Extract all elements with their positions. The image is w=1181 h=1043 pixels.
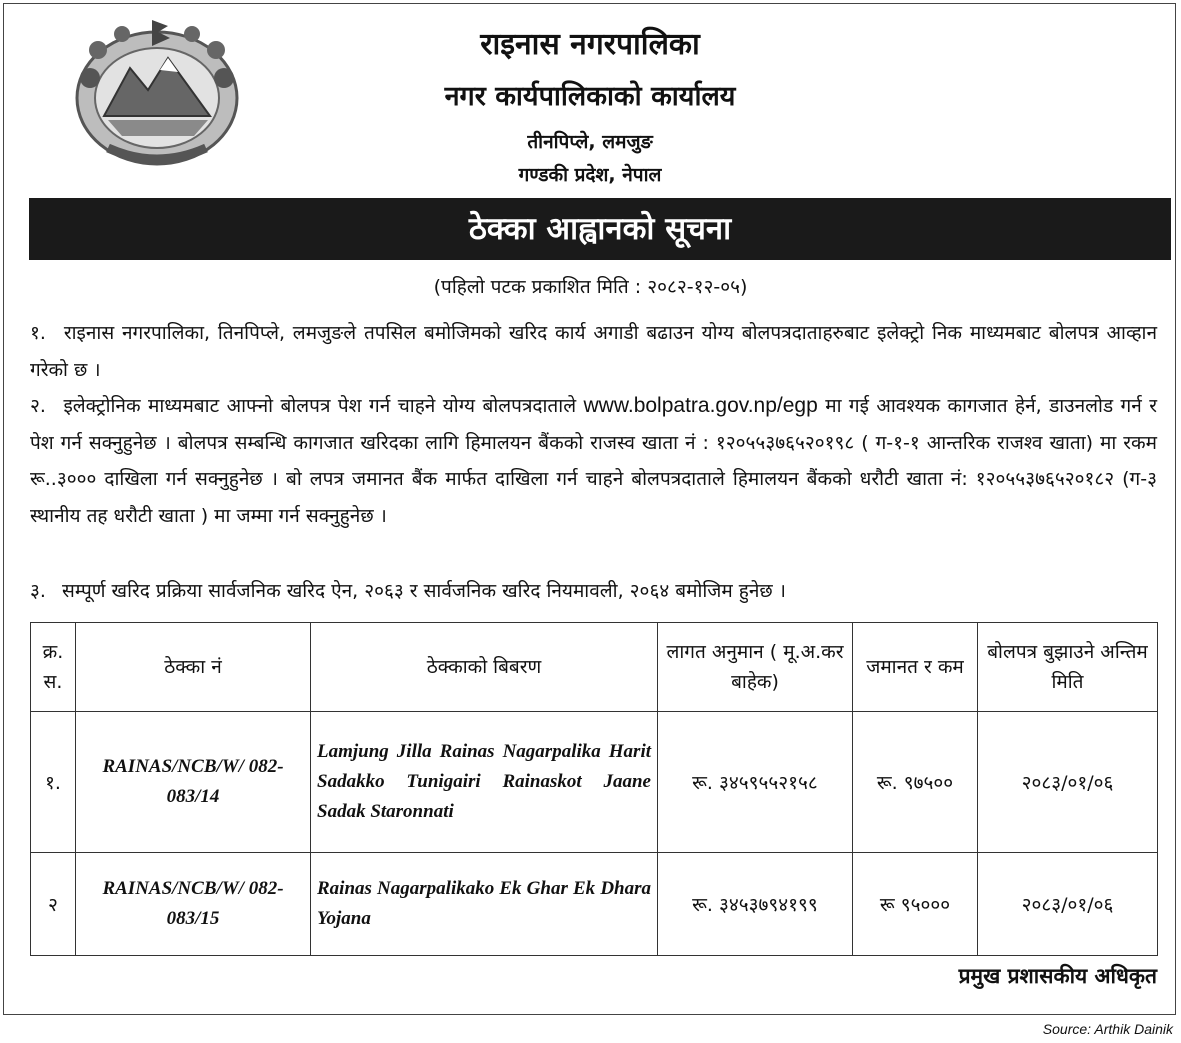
paragraph-1	[30, 315, 1157, 388]
col-deadline: बोलपत्र बुझाउने अन्तिम मिति	[978, 623, 1158, 712]
col-contract-no: ठेक्का नं	[76, 623, 311, 712]
col-security: जमानत र कम	[853, 623, 978, 712]
signatory: प्रमुख प्रशासकीय अधिकृत	[958, 964, 1157, 988]
tender-table	[30, 622, 1158, 956]
cell-security: रू. ९७५००	[853, 712, 978, 853]
office-province: गण्डकी प्रदेश, नेपाल	[518, 164, 662, 186]
col-sn: क्र. स.	[31, 623, 76, 712]
cell-sn: २	[31, 853, 76, 956]
office-location: तीनपिप्ले, लमजुङ	[527, 131, 653, 153]
nepal-emblem-icon	[68, 16, 246, 174]
cell-sn: १.	[31, 712, 76, 853]
egp-url-link[interactable]: www.bolpatra.gov.np/egp	[583, 394, 818, 417]
paragraph-3	[30, 573, 1157, 610]
table-row	[31, 853, 1158, 956]
cell-deadline: २०८३/०१/०६	[978, 712, 1158, 853]
cell-contract-no: RAINAS/NCB/W/ 082-083/14	[76, 712, 311, 853]
cell-contract-no: RAINAS/NCB/W/ 082-083/15	[76, 853, 311, 956]
cell-security: रू ९५०००	[853, 853, 978, 956]
notice-title: ठेक्का आह्वानको सूचना	[29, 198, 1171, 260]
paragraph-number: २.	[30, 395, 46, 417]
cell-description: Rainas Nagarpalikako Ek Ghar Ek Dhara Yojana	[311, 853, 658, 956]
cell-estimate: रू. ३४५३७९४१९९	[658, 853, 853, 956]
paragraph-2	[30, 388, 1157, 534]
paragraph-text: सम्पूर्ण खरिद प्रक्रिया सार्वजनिक खरिद ऐन, २०६३ र सार्वजनिक खरिद नियमावली, २०६४ बमोजिम हुनेछ ।	[62, 580, 786, 602]
paragraph-text: मा गई आवश्यक कागजात हेर्न, डाउनलोड गर्न र पेश गर्न सक्नुहुनेछ । बोलपत्र सम्बन्धि कागजात खरिदका लागि हिमालयन बैंकको राजस्व खाता नं : १२०५५३७६५२०१९८ ( ग-१-१ आन्तरिक राजश्व खाता) मा रकम रू..३००० दाखिला गर्न सक्नुहुनेछ । बो लपत्र जमानत बैंक मार्फत दाखिला गर्न चाहने बोलपत्रदाताले हिमालयन बैंकको धरौटी खाता नं: १२०५५३७६५२०१८२ (ग-३ स्थानीय तह धरौटी खाता ) मा जम्मा गर्न सक्नुहुनेछ ।	[30, 395, 1157, 527]
paragraph-text: इलेक्ट्रोनिक माध्यमबाट आफ्नो बोलपत्र पेश गर्न चाहने योग्य बोलपत्रदाताले	[63, 395, 577, 417]
publish-date: (पहिलो पटक प्रकाशित मिति : २०८२-१२-०५)	[433, 276, 748, 298]
table-header-row	[31, 623, 1158, 712]
cell-deadline: २०८३/०१/०६	[978, 853, 1158, 956]
source-credit: Source: Arthik Dainik	[1042, 1021, 1173, 1037]
municipality-name: राइनास नगरपालिका	[480, 27, 700, 62]
col-estimate: लागत अनुमान ( मू.अ.कर बाहेक)	[658, 623, 853, 712]
table-row	[31, 712, 1158, 853]
paragraph-number: १.	[30, 322, 46, 344]
office-name: नगर कार्यपालिकाको कार्यालय	[444, 81, 736, 112]
col-description: ठेक्काको बिबरण	[311, 623, 658, 712]
paragraph-number: ३.	[30, 580, 46, 602]
paragraph-text: राइनास नगरपालिका, तिनपिप्ले, लमजुङले तपसिल बमोजिमको खरिद कार्य अगाडी बढाउन योग्य बोलपत्रदाताहरुबाट इलेक्ट्रो निक माध्यमबाट बोलपत्र आव्हान गरेको छ ।	[30, 322, 1157, 381]
cell-estimate: रू. ३४५९५५२१५८	[658, 712, 853, 853]
cell-description: Lamjung Jilla Rainas Nagarpalika Harit Sadakko Tunigairi Rainaskot Jaane Sadak Staronnati	[311, 712, 658, 853]
